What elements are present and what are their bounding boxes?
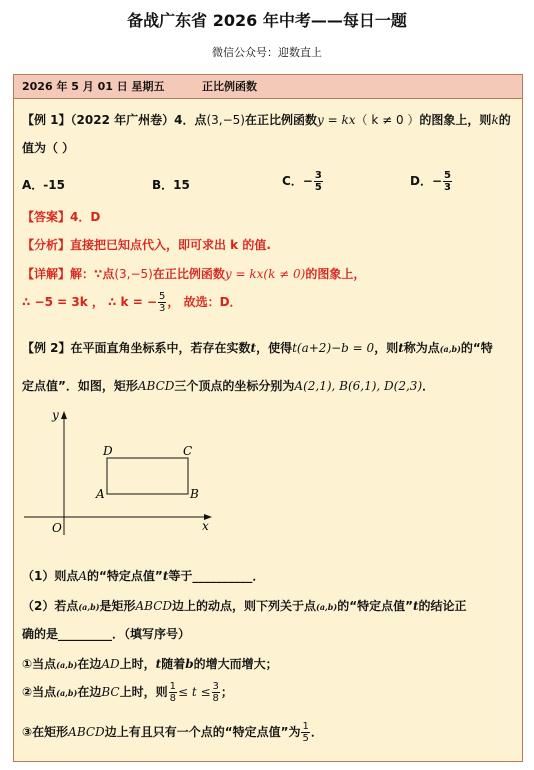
- ex2-eq: t(a+2)−b = 0: [292, 341, 375, 355]
- ex2-line1: [22, 339, 493, 356]
- s1-t: t: [155, 657, 162, 671]
- q2c: 边上的动点，则下列关于点: [172, 599, 317, 613]
- ex2-l2a: 定点值”．如图，矩形: [22, 379, 138, 393]
- ex1-option-a: A．-15: [22, 178, 65, 192]
- s2a: ②当点: [22, 685, 57, 699]
- card-topic: 正比例函数: [202, 80, 257, 93]
- ex1-point: (3,−5): [206, 113, 245, 127]
- q2b: 是矩形: [99, 599, 136, 613]
- detail-func: y = kx(k ≠ 0): [224, 267, 306, 281]
- ex1-cond: （ k ≠ 0 ）: [355, 113, 420, 127]
- ex1-option-c: [282, 170, 324, 193]
- ex2-l1d: 称为点: [403, 341, 440, 355]
- s2-num1: 1: [169, 681, 176, 692]
- ex1-lead: 【例 1】（2022 年广州卷）4．点: [22, 113, 207, 127]
- s2-den2: 8: [212, 693, 219, 704]
- ex1-option-d-label: D．−: [410, 174, 443, 188]
- q1-a: A: [78, 569, 88, 583]
- ex2-l1e: 的“特: [460, 341, 493, 355]
- analysis-line: 【分析】直接把已知点代入，即可求出 k 的值.: [22, 238, 271, 252]
- s3-abcd: ABCD: [68, 725, 105, 739]
- s2c: 上时，则: [119, 685, 168, 699]
- page-title: 备战广东省 2026 年中考——每日一题: [127, 11, 407, 30]
- ex1-func: y = kx: [317, 113, 356, 127]
- ex2-l2b: 三个顶点的坐标分别为: [174, 379, 295, 393]
- ex1-tail2: 的: [498, 113, 511, 127]
- s1a: ①当点: [22, 657, 57, 671]
- q2-ab2: (a,b): [316, 602, 338, 612]
- q2-ab: (a,b): [78, 602, 100, 612]
- rectangle-abcd: [107, 458, 188, 494]
- ex2-line2: [22, 377, 434, 394]
- detail-point: (3,−5): [114, 267, 153, 281]
- origin-label: O: [52, 521, 62, 535]
- ex2-t2: t: [398, 341, 404, 355]
- s1-b: b: [185, 657, 194, 671]
- q2-line: [22, 597, 467, 614]
- step-line: [22, 291, 242, 314]
- step-num: 5: [159, 291, 166, 302]
- s2-mid: ≤ t ≤: [177, 685, 211, 699]
- q2e: 的结论正: [418, 599, 467, 613]
- detail-b: 在正比例函数: [152, 267, 225, 281]
- problem-card: [13, 74, 523, 762]
- ex1-option-d-den: 3: [444, 182, 451, 193]
- ex1-line1: [22, 111, 511, 128]
- q2-abcd: ABCD: [135, 599, 173, 613]
- page-subtitle: 微信公众号：迎数直上: [212, 46, 322, 59]
- y-axis-arrow: [61, 411, 67, 419]
- point-c-label: C: [183, 444, 193, 458]
- ex2-ab: (a,b): [439, 344, 461, 354]
- s2-ab: (a,b): [56, 688, 78, 698]
- ex2-abcd: ABCD: [137, 379, 175, 393]
- s2e: ；: [220, 685, 233, 699]
- ex2-l1a: 【例 2】在平面直角坐标系中，若存在实数: [22, 341, 251, 355]
- x-axis-label: x: [202, 519, 209, 533]
- q2a: （2）若点: [22, 599, 79, 613]
- s3b: 边上有且只有一个点的“特定点值”为: [104, 725, 301, 739]
- s1b: 在边: [77, 657, 102, 671]
- ex1-line2: 值为（ ）: [22, 141, 75, 155]
- detail-a: 【详解】解：∵点: [22, 267, 115, 281]
- s1c: 上时，: [119, 657, 156, 671]
- q1-line: [22, 567, 264, 584]
- q2d: 的“特定点值”: [337, 599, 413, 613]
- q1a: （1）则点: [22, 569, 79, 583]
- detail-c: 的图象上，: [305, 267, 366, 281]
- ex2-t: t: [250, 341, 257, 355]
- s1e: 的增大而增大；: [193, 657, 278, 671]
- ex2-l1b: ，使得: [256, 341, 293, 355]
- card-date: 2026 年 5 月 01 日 星期五: [22, 80, 165, 93]
- answer-line: 【答案】4．D: [22, 210, 101, 224]
- s3-den: 5: [302, 733, 309, 744]
- s1-ab: (a,b): [56, 660, 78, 670]
- step-b: ， 故选：D．: [167, 295, 242, 309]
- ex1-option-d-num: 5: [444, 170, 451, 181]
- ex1-option-c-num: 3: [314, 170, 322, 181]
- ex1-option-b: B．15: [152, 178, 190, 192]
- q2-t: t: [412, 599, 419, 613]
- ex1-mid: 在正比例函数: [244, 113, 317, 127]
- y-axis-label: y: [52, 408, 59, 422]
- ex2-coords: A(2,1), B(6,1), D(2,3): [294, 379, 423, 393]
- ex1-option-c-den: 5: [314, 182, 322, 193]
- statement-1: [22, 655, 278, 672]
- s2-bc: BC: [101, 685, 120, 699]
- statement-3: [22, 721, 323, 744]
- q1-t: t: [162, 569, 169, 583]
- step-a: ∴ −5 = 3k ， ∴ k = −: [22, 295, 158, 309]
- s1d: 随着: [161, 657, 186, 671]
- s3a: ③在矩形: [22, 725, 69, 739]
- detail-line: [22, 265, 365, 282]
- q2-line2: 确的是_________．（填写序号）: [22, 627, 191, 641]
- s3e: ．: [310, 725, 323, 739]
- ex1-option-c-label: C．−: [282, 174, 313, 188]
- point-b-label: B: [190, 487, 199, 501]
- step-den: 3: [159, 303, 166, 314]
- ex1-tail: 的图象上，则: [419, 113, 492, 127]
- point-d-label: D: [103, 444, 113, 458]
- point-a-label: A: [96, 487, 105, 501]
- s2-num2: 3: [212, 681, 219, 692]
- q1c: 等于__________．: [168, 569, 265, 583]
- coordinate-figure: [20, 405, 220, 540]
- card-header: [14, 75, 522, 99]
- ex2-l1c: ，则: [374, 341, 399, 355]
- s3-num: 1: [302, 721, 309, 732]
- ex1-k: k: [491, 113, 499, 127]
- statement-2: [22, 681, 233, 704]
- s2-den1: 8: [169, 693, 176, 704]
- s1-ad: AD: [101, 657, 120, 671]
- s2b: 在边: [77, 685, 102, 699]
- q1b: 的“特定点值”: [87, 569, 163, 583]
- ex1-option-d: [410, 170, 453, 193]
- ex2-dot: ．: [422, 379, 435, 393]
